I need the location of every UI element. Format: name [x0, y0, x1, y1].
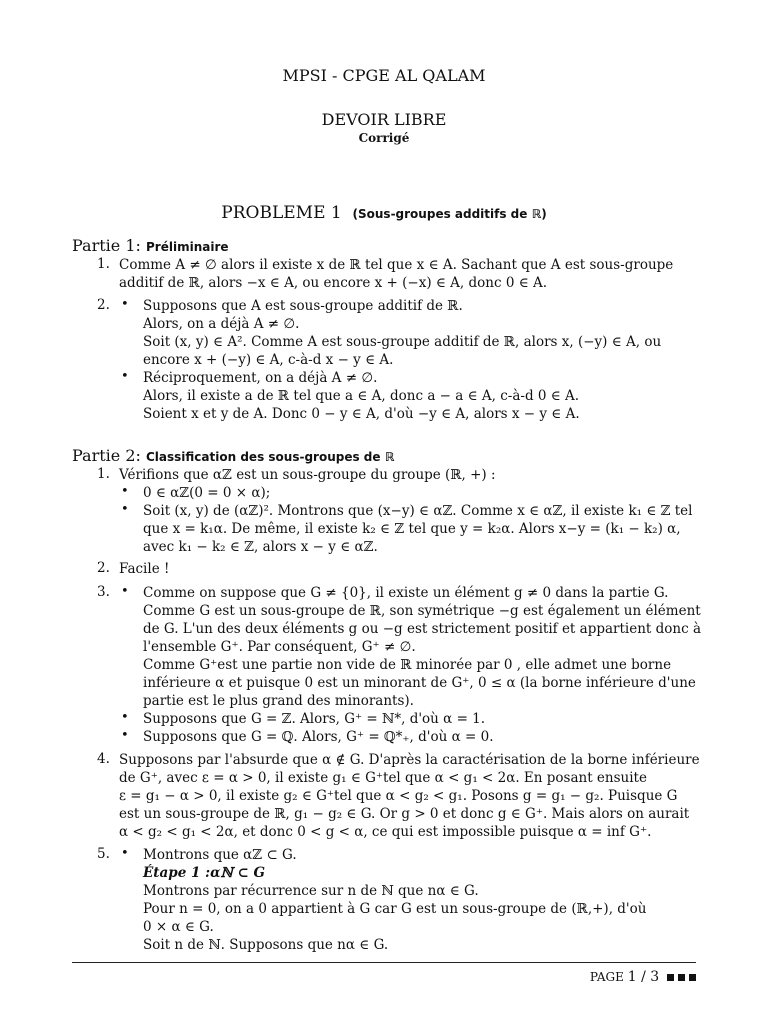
text-line: est un sous-groupe de ℝ, g₁ − g₂ ∈ G. Or g > 0 et donc g ∈ G⁺. Mais alors on aurait: [119, 806, 690, 822]
page-label: PAGE: [589, 970, 624, 984]
text-line: Alors, il existe a de ℝ tel que a ∈ A, donc a − a ∈ A, c-à-d 0 ∈ A.: [143, 388, 580, 404]
square-icon: [689, 974, 696, 981]
text-line: Comme on suppose que G ≠ {0}, il existe un élément g ≠ 0 dans la partie G.: [143, 585, 669, 601]
item-number: 2.: [97, 297, 110, 313]
text-line: Montrons que αℤ ⊂ G.: [143, 847, 297, 863]
text-line: additif de ℝ, alors −x ∈ A, ou encore x + (−x) ∈ A, donc 0 ∈ A.: [119, 275, 548, 291]
text-line: Alors, on a déjà A ≠ ∅.: [143, 316, 300, 332]
text-line: Vérifions que αℤ est un sous-groupe du groupe (ℝ, +) :: [119, 467, 496, 483]
bullet: •: [121, 369, 129, 384]
bullet: •: [121, 297, 129, 312]
footer-rule: [72, 962, 696, 963]
text-line: Supposons par l'absurde que α ∉ G. D'après la caractérisation de la borne inférieure: [119, 752, 700, 768]
text-line: Pour n = 0, on a 0 appartient à G car G est un sous-groupe de (ℝ,+), d'où: [143, 901, 647, 917]
text-line: 0 ∈ αℤ(0 = 0 × α);: [143, 485, 271, 501]
text-line: Supposons que G = ℤ. Alors, G⁺ = ℕ*, d'où α = 1.: [143, 711, 486, 727]
problem-title: PROBLEME 1: [221, 203, 342, 223]
square-icon: [667, 974, 674, 981]
bullet: •: [121, 728, 129, 743]
text-line: Réciproquement, on a déjà A ≠ ∅.: [143, 370, 378, 386]
doc-title: MPSI - CPGE AL QALAM: [282, 66, 486, 85]
text-line: Supposons que G = ℚ. Alors, G⁺ = ℚ*₊, d'où α = 0.: [143, 729, 494, 745]
footer: [590, 969, 696, 985]
problem-heading: [0, 203, 768, 223]
doc-subtitle: DEVOIR LIBRE: [321, 110, 447, 129]
item-number: 1.: [97, 256, 110, 272]
text-line: Soient x et y de A. Donc 0 − y ∈ A, d'où −y ∈ A, alors x − y ∈ A.: [143, 406, 580, 422]
text-line: Comme G est un sous-groupe de ℝ, son symétrique −g est également un élément: [143, 603, 701, 619]
item-number: 2.: [97, 560, 110, 576]
text-line: Montrons par récurrence sur n de ℕ que nα ∈ G.: [143, 883, 479, 899]
text-line: l'ensemble G⁺. Par conséquent, G⁺ ≠ ∅.: [143, 639, 416, 655]
text-line: partie est le plus grand des minorants).: [143, 693, 414, 709]
text-line: Soit (x, y) de (αℤ)². Montrons que (x−y) ∈ αℤ. Comme x ∈ αℤ, il existe k₁ ∈ ℤ tel: [143, 503, 693, 519]
text-line: de G⁺, avec ε = α > 0, il existe g₁ ∈ G⁺tel que α < g₁ < 2α. En posant ensuite: [119, 770, 647, 786]
step-heading: Étape 1 :αℕ ⊂ G: [143, 865, 266, 881]
item-number: 3.: [97, 584, 110, 600]
item-number: 5.: [97, 846, 110, 862]
text-line: Comme G⁺est une partie non vide de ℝ minorée par 0 , elle admet une borne: [143, 657, 672, 673]
bullet: •: [121, 710, 129, 725]
text-line: Comme A ≠ ∅ alors il existe x de ℝ tel que x ∈ A. Sachant que A est sous-groupe: [119, 257, 674, 273]
text-line: Facile !: [119, 561, 170, 577]
page-number: 1 / 3: [627, 969, 660, 985]
text-line: Supposons que A est sous-groupe additif de ℝ.: [143, 298, 463, 314]
text-line: que x = k₁α. De même, il existe k₂ ∈ ℤ tel que y = k₂α. Alors x−y = (k₁ − k₂) α,: [143, 521, 681, 537]
item-number: 1.: [97, 466, 110, 482]
text-line: de G. L'un des deux éléments g ou −g est strictement positif et appartient donc à: [143, 621, 701, 637]
bullet: •: [121, 584, 129, 599]
part-1-heading: [72, 236, 229, 255]
text-line: α < g₂ < g₁ < 2α, et donc 0 < g < α, ce qui est impossible puisque α = inf G⁺.: [119, 824, 652, 840]
item-number: 4.: [97, 751, 110, 767]
text-line: Soit (x, y) ∈ A². Comme A est sous-groupe additif de ℝ, alors x, (−y) ∈ A, ou: [143, 334, 662, 350]
part-2-label: Partie 2:: [72, 446, 141, 465]
text-line: 0 × α ∈ G.: [143, 919, 214, 935]
text-line: inférieure α et puisque 0 est un minorant de G⁺, 0 ≤ α (la borne inférieure d'une: [143, 675, 696, 691]
doc-note: Corrigé: [358, 131, 410, 145]
bullet: •: [121, 484, 129, 499]
text-line: avec k₁ − k₂ ∈ ℤ, alors x − y ∈ αℤ.: [143, 539, 378, 555]
text-line: Soit n de ℕ. Supposons que nα ∈ G.: [143, 937, 389, 953]
part-2-title: Classification des sous-groupes de ℝ: [146, 450, 395, 464]
part-2-heading: [72, 446, 394, 465]
part-1-label: Partie 1:: [72, 236, 141, 255]
bullet: •: [121, 846, 129, 861]
part-1-title: Préliminaire: [146, 240, 229, 254]
bullet: •: [121, 502, 129, 517]
text-line: encore x + (−y) ∈ A, c-à-d x − y ∈ A.: [143, 352, 394, 368]
problem-subtitle: (Sous-groupes additifs de ℝ): [352, 207, 547, 221]
square-icon: [678, 974, 685, 981]
text-line: ε = g₁ − α > 0, il existe g₂ ∈ G⁺tel que α < g₂ < g₁. Posons g = g₁ − g₂. Puisque G: [119, 788, 678, 804]
